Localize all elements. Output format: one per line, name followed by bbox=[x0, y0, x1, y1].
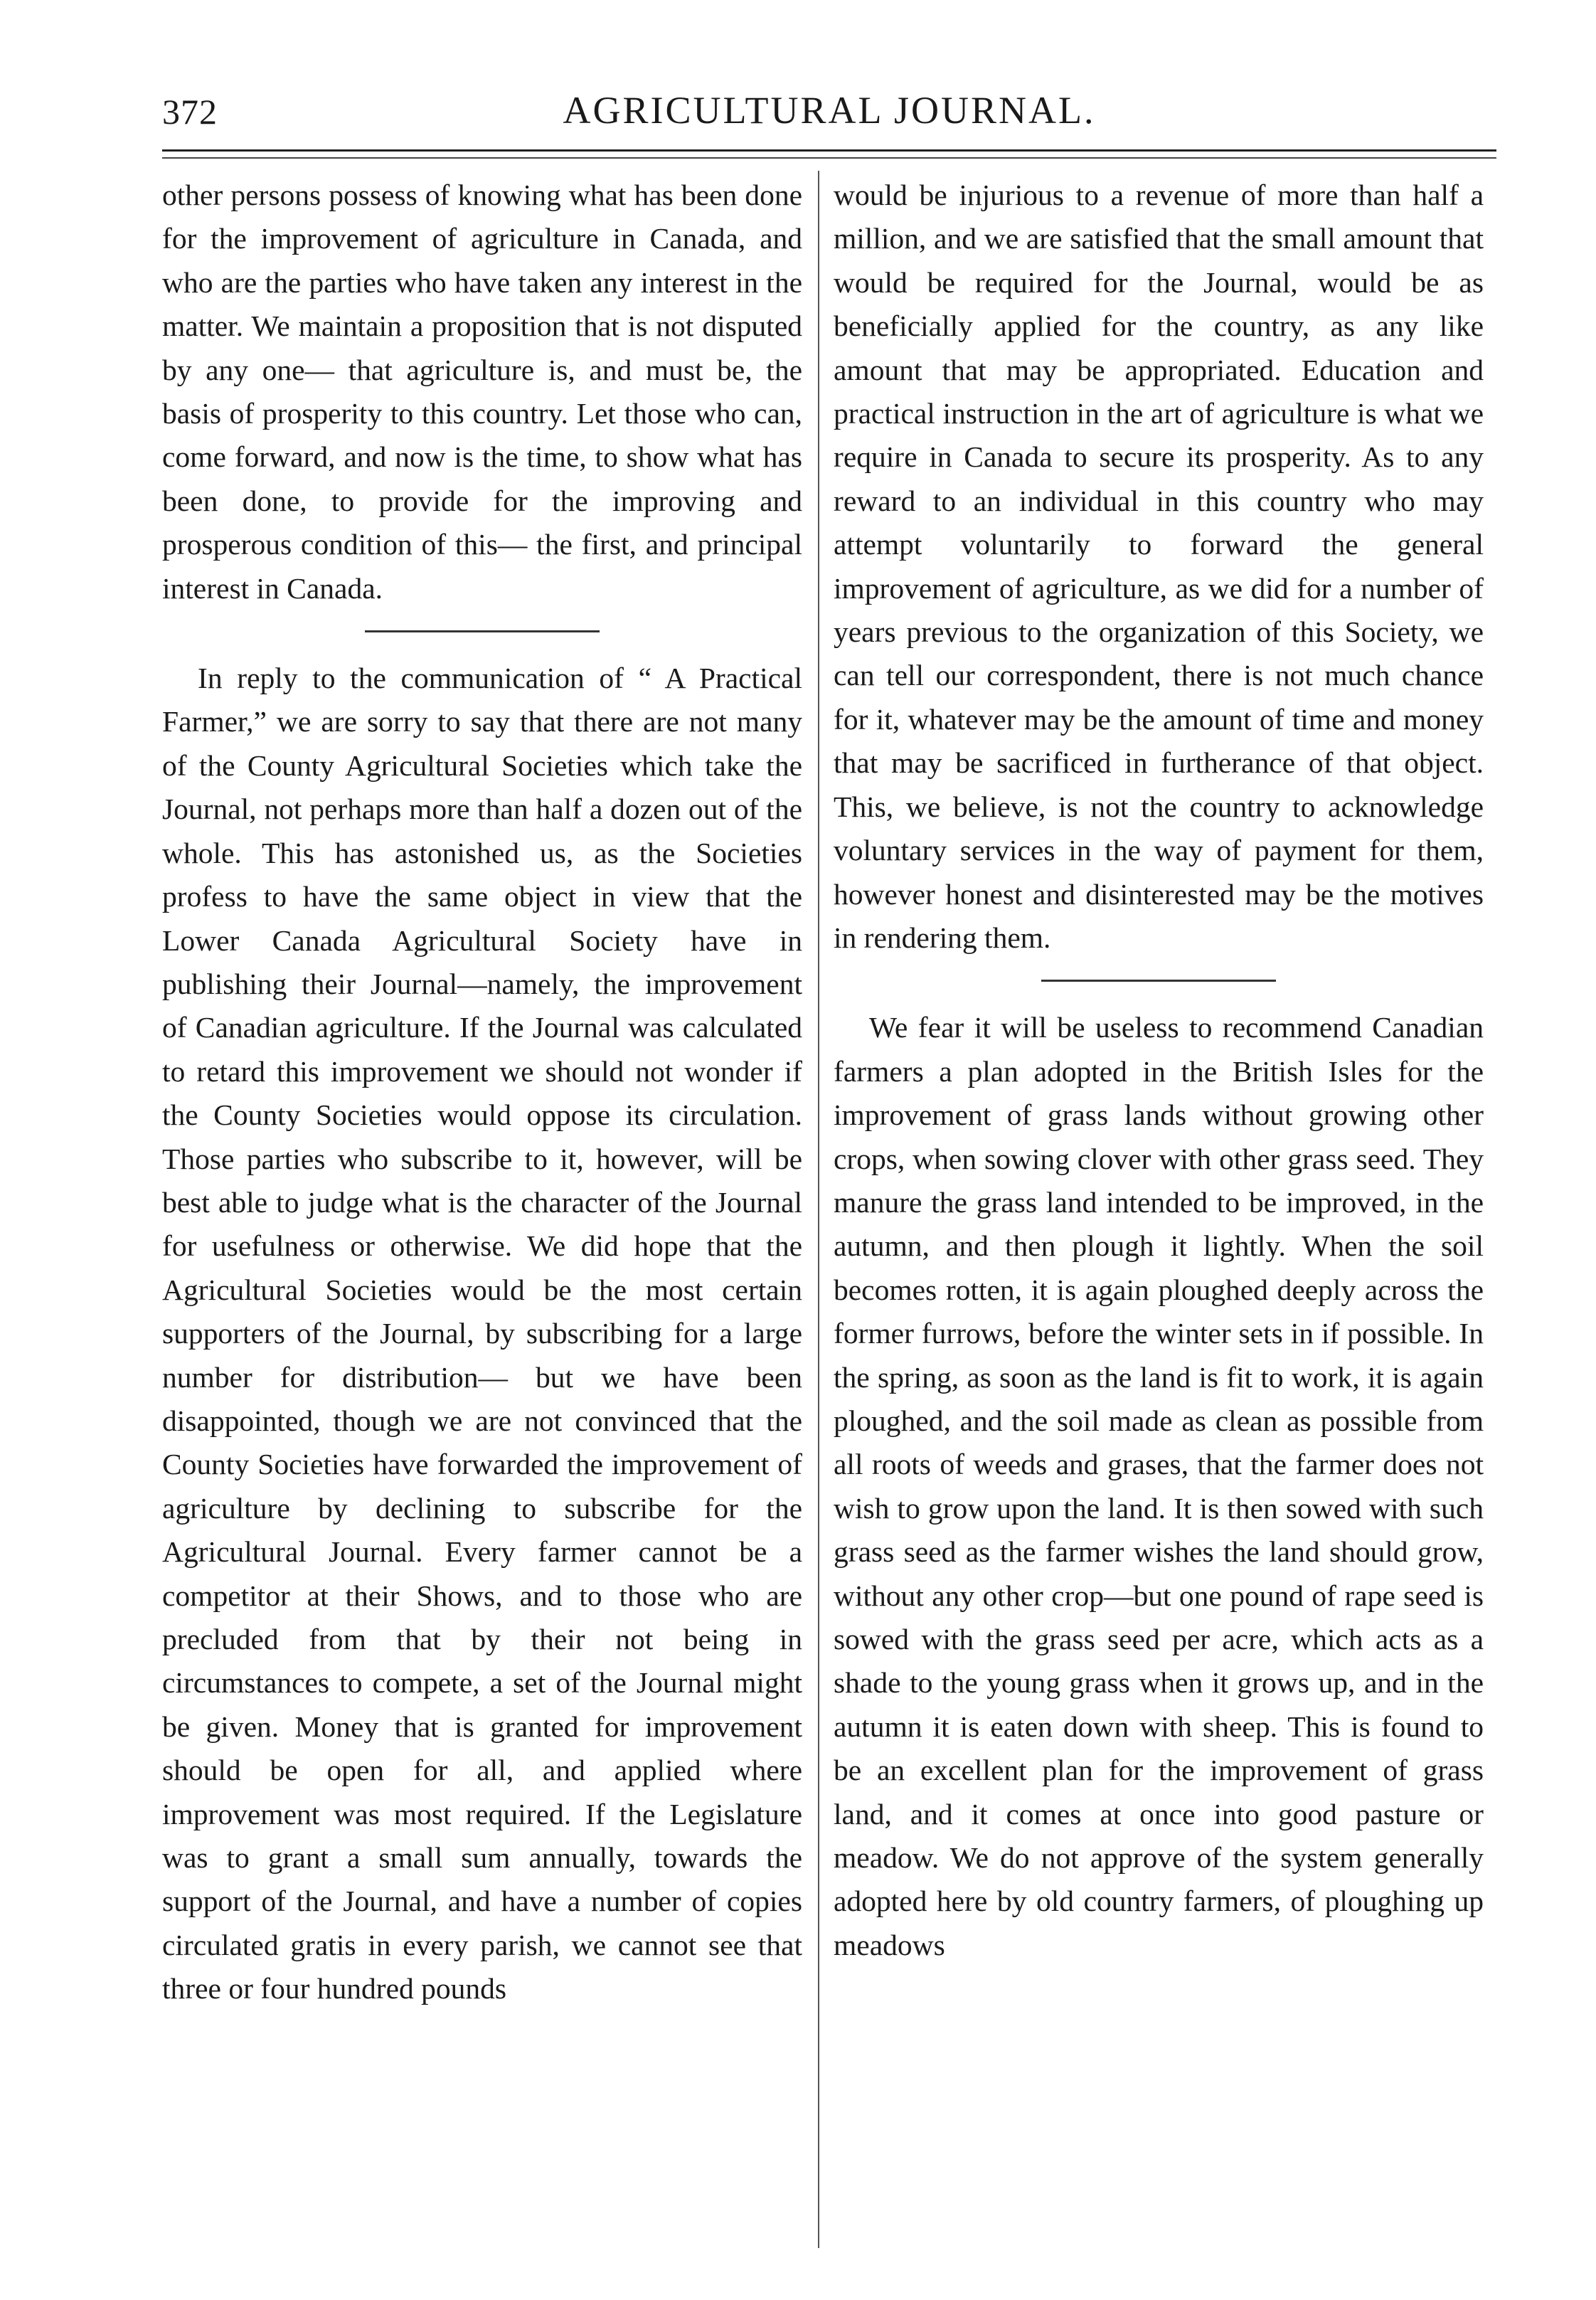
right-column bbox=[834, 174, 1484, 1967]
column-divider bbox=[818, 171, 819, 2248]
page-header bbox=[162, 84, 1496, 141]
paragraph-continuation: would be injurious to a revenue of more than half a million, and we are satisfied that the small amount that would be required for the Journal, would be as beneficially applied for the country, as any like amount that may be appropriated. Education and practical instruction in the art of agriculture is what we require in Canada to secure its prosperity. As to any reward to an individual in this country who may attempt voluntarily to forward the general improvement of agriculture, as we did for a number of years previous to the organization of this Society, we can tell our correspondent, there is not much chance for it, whatever may be the amount of time and money that may be sacrificed in furtherance of that object. This, we believe, is not the country to acknowledge voluntary services in the way of payment for them, however honest and disinterested may be the motives in rendering them. bbox=[834, 179, 1484, 954]
running-title: AGRICULTURAL JOURNAL. bbox=[563, 89, 1096, 132]
left-column bbox=[162, 174, 802, 2011]
section-separator bbox=[365, 630, 600, 632]
paragraph-reply-practical-farmer: In reply to the communication of “ A Practical Farmer,” we are sorry to say that there are not many of the County Agricultural Societies which take the Journal, not perhaps more than half a dozen out of the whole. This has astonished us, as the Societies profess to have the same object in view that the Lower Canada Agricultural Society have in publishing their Journal—namely, the improvement of Canadian agriculture. If the Journal was calculated to retard this improvement we should not wonder if the County Societies would oppose its circulation. Those parties who subscribe to it, however, will be best able to judge what is the character of the Journal for usefulness or otherwise. We did hope that the Agricultural Societies would be the most certain supporters of the Journal, by subscribing for a large number for distribution— but we have been disappointed, though we are not convinced that the County Societies have forwarded the improvement of agriculture by declining to subscribe for the Agricultural Journal. Every farmer cannot be a competitor at their Shows, and to those who are precluded from that by their not being in circumstances to compete, a set of the Journal might be given. Money that is granted for improvement should be open for all, and applied where improvement was most required. If the Legislature was to grant a small sum annually, towards the support of the Journal, and have a number of copies circulated gratis in every parish, we cannot see that three or four hundred pounds bbox=[162, 662, 802, 2005]
paragraph-continuation: other persons possess of knowing what has been done for the improvement of agriculture in Canada, and who are the parties who have taken any interest in the matter. We maintain a proposition that is not disputed by any one— that agriculture is, and must be, the basis of prosperity to this country. Let those who can, come forward, and now is the time, to show what has been done, to provide for the improving and prosperous condition of this— the first, and principal interest in Canada. bbox=[162, 179, 802, 605]
section-separator bbox=[1041, 980, 1276, 982]
paragraph-grass-lands: We fear it will be useless to recommend Canadian farmers a plan adopted in the British Isles for the improvement of grass lands without growing other crops, when sowing clover with other grass seed. They manure the grass land intended to be improved, in the autumn, and then plough it lightly. When the soil becomes rotten, it is again ploughed deeply across the former furrows, before the winter sets in if possible. In the spring, as soon as the land is fit to work, it is again ploughed, and the soil made as clean as possible from all roots of weeds and grases, that the farmer does not wish to grow upon the land. It is then sowed with such grass seed as the farmer wishes the land should grow, without any other crop—but one pound of rape seed is sowed with the grass seed per acre, which acts as a shade to the young grass when it grows up, and in the autumn it is eaten down with sheep. This is found to be an excellent plan for the improvement of grass land, and it comes at once into good pasture or meadow. We do not approve of the system generally adopted here by old country farmers, of ploughing up meadows bbox=[834, 1011, 1484, 1961]
page-number: 372 bbox=[162, 92, 218, 132]
header-rule-secondary bbox=[162, 157, 1496, 159]
header-rule bbox=[162, 149, 1496, 152]
